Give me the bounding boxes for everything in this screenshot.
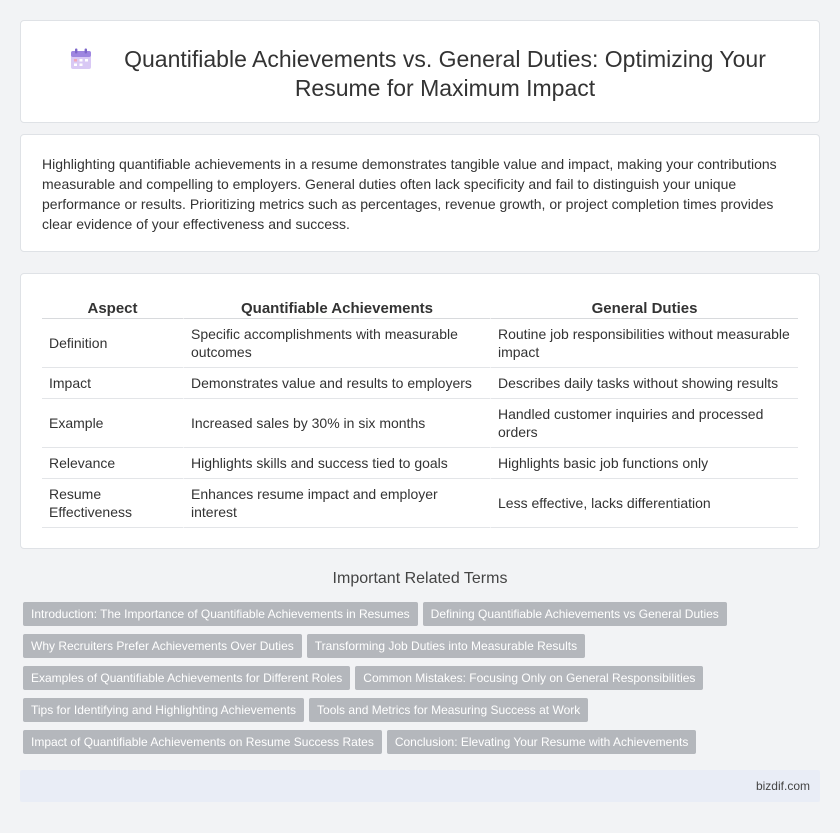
intro-paragraph: Highlighting quantifiable achievements in a resume demonstrates tangible value and impact, making your contributions measurable and compelling to employers. General duties often lack specificity and fail to distinguish your unique performance or results. Prioritizing metrics such as percentages, revenue growth, or project completion times provides clear evidence of your effectiveness and success. <box>42 156 777 232</box>
intro-card <box>20 134 820 252</box>
related-term-tag[interactable]: Defining Quantifiable Achievements vs General Duties <box>423 602 727 626</box>
related-term-tag[interactable]: Impact of Quantifiable Achievements on Resume Success Rates <box>23 730 382 754</box>
header-aspect: Aspect <box>42 294 184 319</box>
footer-site-link[interactable]: bizdif.com <box>755 779 810 793</box>
related-terms-heading: Important Related Terms <box>332 570 508 587</box>
table-row <box>42 319 798 368</box>
footer-bar <box>20 770 820 802</box>
table-row <box>42 368 798 399</box>
table-cell: Describes daily tasks without showing results <box>491 368 798 399</box>
related-term-tag[interactable]: Examples of Quantifiable Achievements for Different Roles <box>23 666 350 690</box>
header-general: General Duties <box>491 294 798 319</box>
table-cell: Example <box>42 399 184 448</box>
table-cell: Less effective, lacks differentiation <box>491 479 798 528</box>
comparison-card <box>20 273 820 549</box>
related-term-tag[interactable]: Introduction: The Importance of Quantifiable Achievements in Resumes <box>23 602 418 626</box>
related-term-tag[interactable]: Why Recruiters Prefer Achievements Over Duties <box>23 634 302 658</box>
table-row <box>42 448 798 479</box>
title-card <box>20 20 820 123</box>
table-cell: Handled customer inquiries and processed orders <box>491 399 798 448</box>
table-cell: Resume Effectiveness <box>42 479 184 528</box>
table-header-row <box>42 294 798 319</box>
header-quantifiable: Quantifiable Achievements <box>184 294 491 319</box>
table-cell: Impact <box>42 368 184 399</box>
related-terms-list <box>23 602 823 762</box>
table-row <box>42 479 798 528</box>
table-cell: Specific accomplishments with measurable outcomes <box>184 319 491 368</box>
table-cell: Relevance <box>42 448 184 479</box>
related-term-tag[interactable]: Tips for Identifying and Highlighting Achievements <box>23 698 304 722</box>
table-cell: Highlights basic job functions only <box>491 448 798 479</box>
table-cell: Increased sales by 30% in six months <box>184 399 491 448</box>
table-cell: Demonstrates value and results to employers <box>184 368 491 399</box>
table-cell: Routine job responsibilities without measurable impact <box>491 319 798 368</box>
table-cell: Definition <box>42 319 184 368</box>
table-cell: Enhances resume impact and employer interest <box>184 479 491 528</box>
related-term-tag[interactable]: Transforming Job Duties into Measurable Results <box>307 634 585 658</box>
table-cell: Highlights skills and success tied to goals <box>184 448 491 479</box>
comparison-table <box>42 294 798 528</box>
related-term-tag[interactable]: Common Mistakes: Focusing Only on General Responsibilities <box>355 666 703 690</box>
table-row <box>42 399 798 448</box>
related-term-tag[interactable]: Conclusion: Elevating Your Resume with Achievements <box>387 730 697 754</box>
page-title: Quantifiable Achievements vs. General Duties: Optimizing Your Resume for Maximum Impact <box>124 46 766 101</box>
related-term-tag[interactable]: Tools and Metrics for Measuring Success at Work <box>309 698 588 722</box>
